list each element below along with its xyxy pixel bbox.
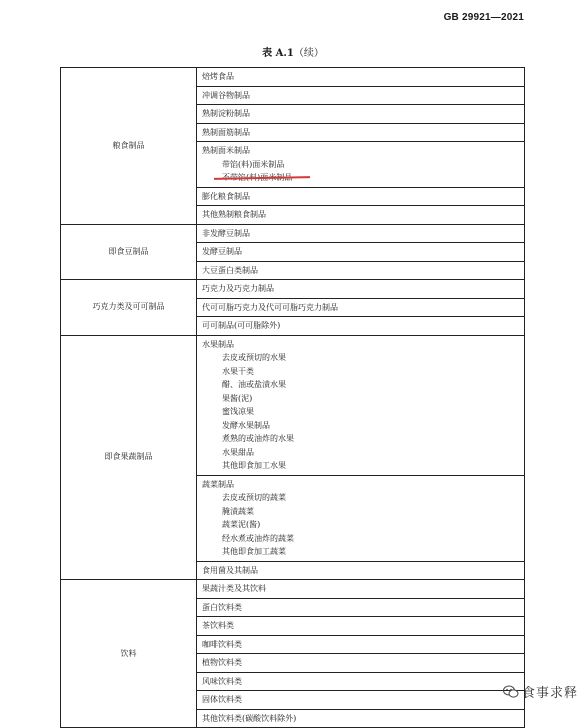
table-row [61,224,525,243]
item-label: 食用菌及其制品 [202,565,258,575]
item-label: 咖啡饮料类 [202,639,242,649]
item-label: 大豆蛋白类制品 [202,265,258,275]
table-row [61,68,525,87]
watermark-text: 食事求释 [521,686,578,701]
subcategory-cell [197,142,525,188]
subitem-label: 果酱(泥) [222,393,253,403]
item-label: 茶饮料类 [202,621,234,630]
item-label: 发酵豆制品 [202,247,242,256]
food-category-table [60,67,525,728]
standard-code: GB 29921—2021 [443,12,524,23]
table-title-label: 表 A.1 [262,48,294,59]
item-label: 冲调谷物制品 [202,90,250,100]
subitem-label: 水果干类 [222,366,254,376]
watermark [503,682,578,701]
subcategory-cell [197,691,525,710]
category-cell: 即食豆制品 [61,224,197,280]
item-label: 其他饮料类(碳酸饮料除外) [202,713,297,723]
subcategory-cell [197,243,525,262]
table-title-suffix: （续） [293,48,324,59]
item-label: 熟制面米制品 [202,146,250,155]
table-row [61,335,525,475]
item-label: 非发酵豆制品 [202,228,250,238]
subitem-label: 醋、油或盐渍水果 [222,380,286,389]
item-label: 焙烤食品 [202,72,234,81]
subitem-label: 去皮或预切的蔬菜 [222,493,286,502]
subcategory-cell [197,123,525,142]
wechat-icon [503,685,519,699]
item-label: 其他熟制粮食制品 [202,210,266,219]
subitem-label: 去皮或预切的水果 [222,353,286,362]
subitem-label: 腌渍蔬菜 [222,506,254,516]
item-label: 蔬菜制品 [202,479,234,489]
subcategory-cell [197,68,525,87]
subcategory-cell [197,672,525,691]
item-label: 巧克力及巧克力制品 [202,284,274,293]
subcategory-cell [197,280,525,299]
subcategory-cell [197,580,525,599]
subitem-label: 水果甜品 [222,447,254,457]
subitem-label: 发酵水果制品 [222,420,270,430]
subcategory-cell [197,598,525,617]
subitem-label: 经水煮或油炸的蔬菜 [222,533,294,543]
subcategory-cell [197,335,525,475]
subcategory-cell [197,86,525,105]
category-cell: 粮食制品 [61,68,197,225]
item-label: 风味饮料类 [202,676,242,686]
item-label: 可可制品(可可脂除外) [202,321,281,330]
item-label: 熟制淀粉制品 [202,109,250,118]
table-row [61,280,525,299]
subcategory-cell [197,617,525,636]
item-label: 果蔬汁类及其饮料 [202,584,266,593]
subcategory-cell [197,105,525,124]
subcategory-cell [197,475,525,561]
subcategory-cell [197,261,525,280]
item-label: 膨化粮食制品 [202,191,250,201]
subitem-label: 其他即食加工蔬菜 [222,547,286,556]
item-label: 固体饮料类 [202,695,242,704]
subitem-label: 带馅(料)面米制品 [222,159,285,169]
table-title [0,44,586,59]
subcategory-cell [197,317,525,336]
subcategory-cell [197,206,525,225]
table-row [61,580,525,599]
subcategory-cell [197,654,525,673]
category-cell: 即食果蔬制品 [61,335,197,580]
item-label: 水果制品 [202,339,234,349]
subcategory-cell [197,709,525,728]
subcategory-cell [197,224,525,243]
subitem-label: 煮熟的或油炸的水果 [222,434,294,443]
subcategory-cell [197,561,525,580]
subitem-label: 蔬菜泥(酱) [222,520,261,529]
item-label: 熟制面筋制品 [202,127,250,137]
item-label: 蛋白饮料类 [202,602,242,612]
subitem-label: 其他即食加工水果 [222,461,286,470]
subcategory-cell [197,635,525,654]
category-cell: 巧克力类及可可制品 [61,280,197,336]
item-label: 代可可脂巧克力及代可可脂巧克力制品 [202,302,338,312]
subitem-label: 蜜饯凉果 [222,407,254,416]
subcategory-cell [197,298,525,317]
item-label: 植物饮料类 [202,658,242,667]
category-cell: 饮料 [61,580,197,728]
subcategory-cell [197,187,525,206]
